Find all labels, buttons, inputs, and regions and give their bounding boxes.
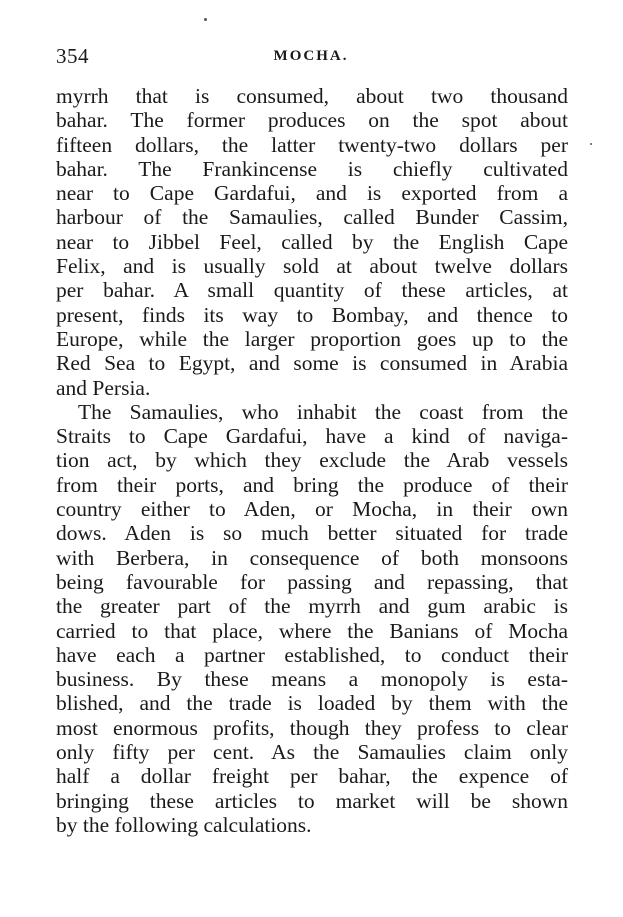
text-line: carried to that place, where the Banians of Mocha [56, 618, 568, 643]
text-line: half a dollar freight per bahar, the expence of [56, 764, 568, 789]
text-line: tion act, by which they exclude the Arab vessels [56, 448, 568, 473]
text-line: myrrh that is consumed, about two thousand [56, 84, 568, 108]
text-line: the greater part of the myrrh and gum arabic is [56, 594, 568, 619]
text-line: near to Cape Gardafui, and is exported from a [56, 181, 568, 206]
paragraph-1 [56, 84, 568, 400]
text-line: blished, and the trade is loaded by them with the [56, 691, 568, 716]
text-line: most enormous profits, though they profess to clear [56, 715, 568, 740]
text-line: by the following calculations. [56, 812, 312, 837]
text-line: harbour of the Samaulies, called Bunder Cassim, [56, 205, 568, 230]
body-text [56, 84, 568, 837]
text-line: only fifty per cent. As the Samaulies claim only [56, 740, 568, 765]
text-line: dows. Aden is so much better situated for trade [56, 521, 568, 546]
text-line: being favourable for passing and repassing, that [56, 569, 568, 594]
text-line: and Persia. [56, 375, 151, 400]
text-line: Straits to Cape Gardafui, have a kind of naviga- [56, 424, 568, 449]
paragraph-2 [56, 400, 568, 837]
page-header [56, 44, 566, 68]
text-line: have each a partner established, to conduct their [56, 642, 568, 667]
ink-speck [590, 143, 592, 145]
text-line: from their ports, and bring the produce of their [56, 472, 568, 497]
text-line: bahar. The Frankincense is chiefly cultivated [56, 156, 568, 181]
text-line: Red Sea to Egypt, and some is consumed in Arabia [56, 351, 568, 376]
running-title: MOCHA. [273, 48, 349, 64]
text-line: per bahar. A small quantity of these articles, at [56, 278, 568, 303]
text-line: with Berbera, in consequence of both monsoons [56, 545, 568, 570]
text-line: bringing these articles to market will be shown [56, 788, 568, 813]
text-line: fifteen dollars, the latter twenty-two dollars per [56, 132, 568, 157]
text-line: Europe, while the larger proportion goes up to the [56, 326, 568, 351]
text-line: The Samaulies, who inhabit the coast from the [78, 399, 568, 424]
text-line: Felix, and is usually sold at about twelve dollars [56, 254, 568, 279]
text-line: bahar. The former produces on the spot about [56, 108, 568, 133]
text-line: country either to Aden, or Mocha, in their own [56, 497, 568, 522]
page-number: 354 [56, 44, 89, 68]
text-line: near to Jibbel Feel, called by the English Cape [56, 229, 568, 254]
text-line: present, finds its way to Bombay, and thence to [56, 302, 568, 327]
text-line: business. By these means a monopoly is esta- [56, 667, 568, 692]
ink-speck [204, 18, 207, 21]
